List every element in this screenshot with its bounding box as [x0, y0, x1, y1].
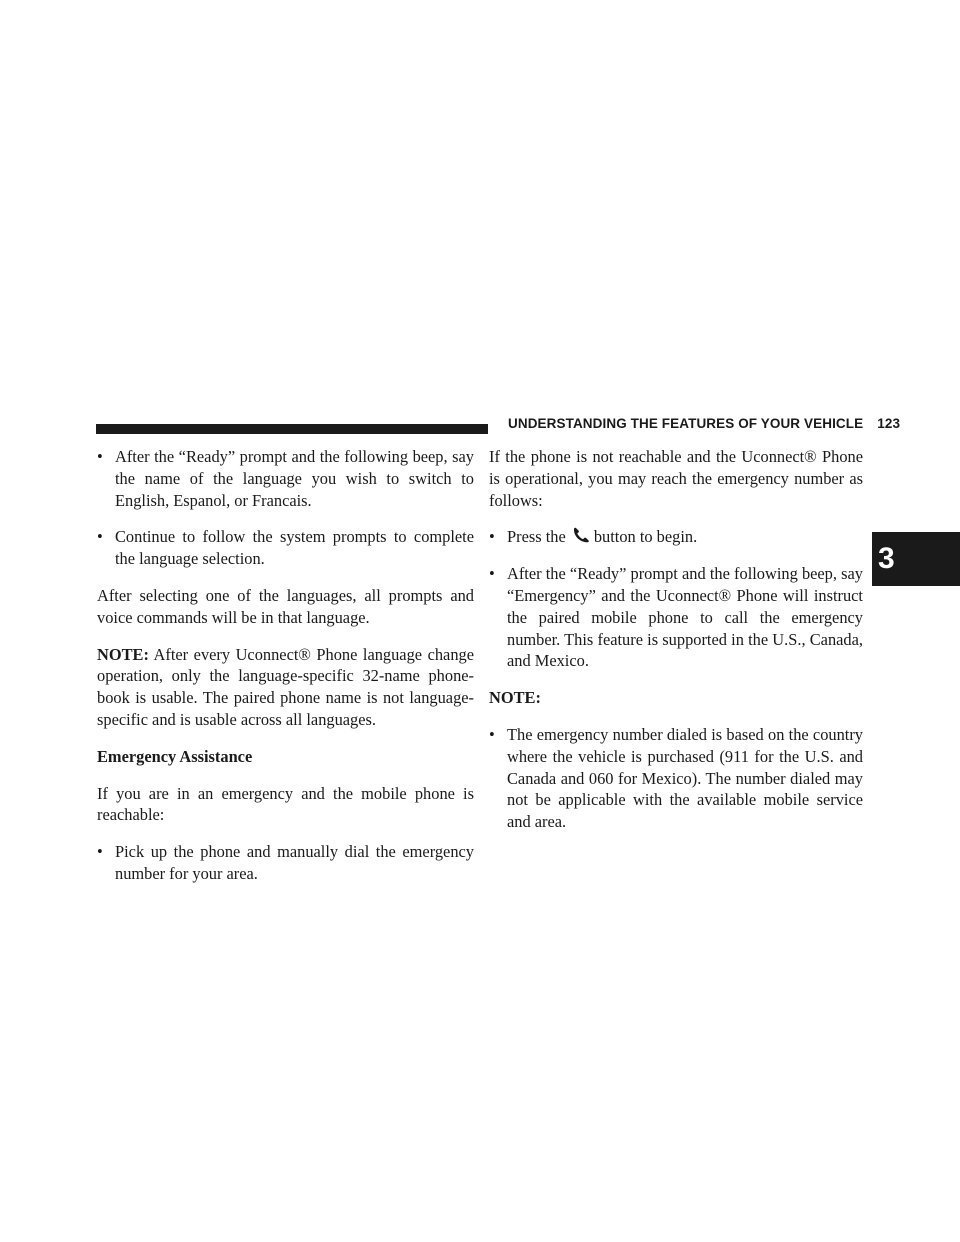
note-paragraph [97, 644, 474, 731]
list-item-text: Pick up the phone and manually dial the emergency number for your area. [115, 842, 474, 883]
bullet-dot: • [489, 724, 495, 744]
header-rule [96, 424, 488, 434]
list-item-text: After the “Ready” prompt and the following beep, say the name of the language you wish to switch to English, Espanol, or Francais. [115, 447, 474, 510]
paragraph: If the phone is not reachable and the Uconnect® Phone is operational, you may reach the emergency number as follows: [489, 447, 863, 510]
phone-icon [572, 527, 592, 543]
page-number: 123 [877, 416, 901, 431]
chapter-tab: 3 [872, 532, 960, 586]
list-item [489, 724, 863, 833]
note-text: After every Uconnect® Phone language change operation, only the language-specific 32-name phone-book is usable. The paired phone name is not language-specific and is usable across all languages. [97, 644, 474, 729]
list-item-text-post: button to begin. [593, 527, 698, 547]
running-header [508, 416, 900, 431]
bullet-dot: • [489, 527, 495, 547]
right-column [489, 446, 863, 848]
note-label: NOTE: [489, 688, 541, 708]
bullet-dot: • [489, 564, 495, 584]
list-item [97, 526, 474, 570]
list-item-text: After the “Ready” prompt and the following beep, say “Emergency” and the Uconnect® Phone will instruct the paired mobile phone to call the emergency number. This feature is supported in the U.S., Canada, and Mexico. [507, 564, 863, 671]
list-item [97, 841, 474, 885]
list-item [489, 563, 863, 672]
paragraph: After selecting one of the languages, all prompts and voice commands will be in that language. [97, 585, 474, 627]
note-label: NOTE: [97, 644, 149, 664]
list-item-text: The emergency number dialed is based on the country where the vehicle is purchased (911 for the U.S. and Canada and 060 for Mexico). The number dialed may not be applicable with the available mobile service and area. [507, 724, 863, 832]
section-title: UNDERSTANDING THE FEATURES OF YOUR VEHICLE [508, 416, 864, 431]
bullet-dot: • [97, 527, 103, 547]
list-item-text-pre: Press the [507, 527, 570, 547]
list-item-text: Continue to follow the system prompts to complete the language selection. [115, 527, 474, 569]
list-item [97, 446, 474, 511]
bullet-dot: • [97, 447, 103, 466]
list-item [489, 526, 863, 548]
paragraph: If you are in an emergency and the mobile phone is reachable: [97, 783, 474, 825]
section-heading: Emergency Assistance [97, 746, 253, 766]
left-column [97, 446, 474, 900]
bullet-dot: • [97, 842, 103, 862]
